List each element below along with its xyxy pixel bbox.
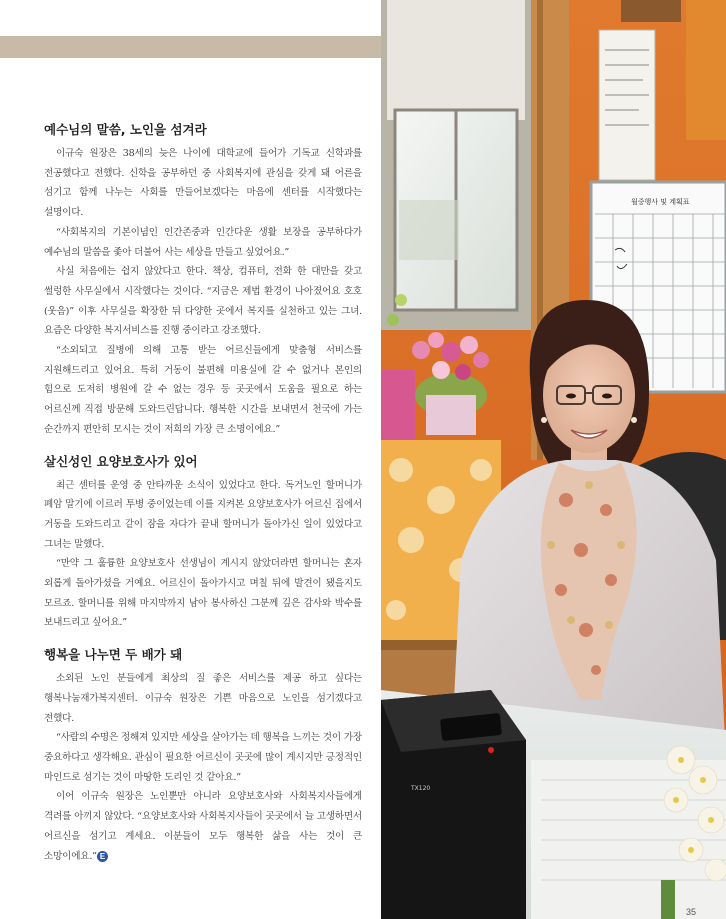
paragraph <box>44 787 362 866</box>
quote-paragraph: “사람의 수명은 정해져 있지만 세상을 살아가는 데 행복을 느끼는 것이 가장 중요하다고 생각해요. 관심이 필요한 어르신이 곳곳에 많이 계시지만 긍정적인 마인드로 섬기는 것이 마땅한 도리인 것 같아요.” <box>44 732 362 783</box>
article-body <box>44 120 362 878</box>
printer <box>381 690 526 919</box>
paragraph: 최근 센터를 운영 중 안타까운 소식이 있었다고 한다. 독거노인 할머니가 폐암 말기에 이르러 투병 중이었는데 이를 지켜본 요양보호사가 어르신 집에서 거동을 도와드리고 같이 잠을 자다가 끝내 할머니가 돌아가신 일이 있었다고 그녀는 말했다. <box>44 479 362 550</box>
closing-text: 이어 이규숙 원장은 노인뿐만 아니라 요양보호사와 사회복지사들에게 격려를 아끼지 않았다. “요양보호사와 사회복지사들이 곳곳에서 늘 고생하면서 어르신을 섬기고 계세요. 이분들이 모두 행복한 삶을 사는 것이 큰 소망이에요.” <box>44 791 362 862</box>
article-section <box>44 452 362 634</box>
article-section <box>44 120 362 440</box>
portrait-photo <box>381 0 726 919</box>
end-mark-icon: E <box>97 851 108 862</box>
section-heading: 행복을 나누면 두 배가 돼 <box>44 647 183 663</box>
section-heading: 예수님의 말씀, 노인을 섬겨라 <box>44 122 207 137</box>
paragraph: 이규숙 원장은 38세의 늦은 나이에 대학교에 들어가 기독교 신학과를 전공했다고 전했다. 신학을 공부하던 중 사회복지에 관심을 갖게 돼 어른을 섬기고 함께 나누는 사회를 만들어보겠다는 마음에 센터를 시작했다는 설명이다. <box>44 148 362 219</box>
page-number: 35 <box>685 907 696 917</box>
quote-paragraph: “사회복지의 기본이념인 인간존중과 인간다운 생활 보장을 공부하다가 예수님의 말씀을 좇아 더불어 사는 세상을 만들고 싶었어요.” <box>44 226 362 258</box>
section-heading: 살신성인 요양보호사가 있어 <box>44 453 198 469</box>
paragraph: 소외된 노인 분들에게 최상의 질 좋은 서비스를 제공 하고 싶다는 행복나눔재가복지센터. 이규숙 원장은 기쁜 마음으로 노인을 섬기겠다고 전했다. <box>44 673 362 724</box>
quote-paragraph: “소외되고 질병에 의해 고통 받는 어르신들에게 맞춤형 서비스를 지원해드리고 있어요. 특히 거동이 불편해 미용실에 갈 수 없거나 본인의 힘으로 도저히 병원에 갈 수 없는 경우 등 곳곳에서 도움을 필요로 하는 어르신께 직접 방문해 도와드린답니다. 행복한 시간을 보내면서 천국에 가는 순간까지 편안히 모시는 것이 저희의 가장 큰 소명이에요.” <box>44 345 362 435</box>
paragraph: 사실 처음에는 쉽지 않았다고 한다. 책상, 컴퓨터, 전화 한 대만을 갖고 썰렁한 사무실에서 시작했다는 것이다. “지금은 제법 환경이 나아졌어요 호호(웃음)” 이후 사무실을 확장한 뒤 다양한 곳에서 복지를 실천하고 있는 그녀. 요즘은 다양한 복지서비스를 진행 중이라고 강조했다. <box>44 266 362 337</box>
quote-paragraph: “만약 그 훌륭한 요양보호사 선생님이 계시지 않았더라면 할머니는 혼자 외롭게 돌아가셨을 거예요. 어르신이 돌아가시고 며칠 뒤에 발견이 됐을지도 모르죠. 할머니를 위해 마지막까지 남아 봉사하신 그분께 깊은 감사와 박수를 보내드리고 싶어요.” <box>44 558 362 629</box>
printer-label: TX120 <box>411 785 431 792</box>
article-section <box>44 645 362 866</box>
calendar-title: 월중행사 및 계획표 <box>631 198 690 206</box>
office-scene <box>381 0 726 919</box>
